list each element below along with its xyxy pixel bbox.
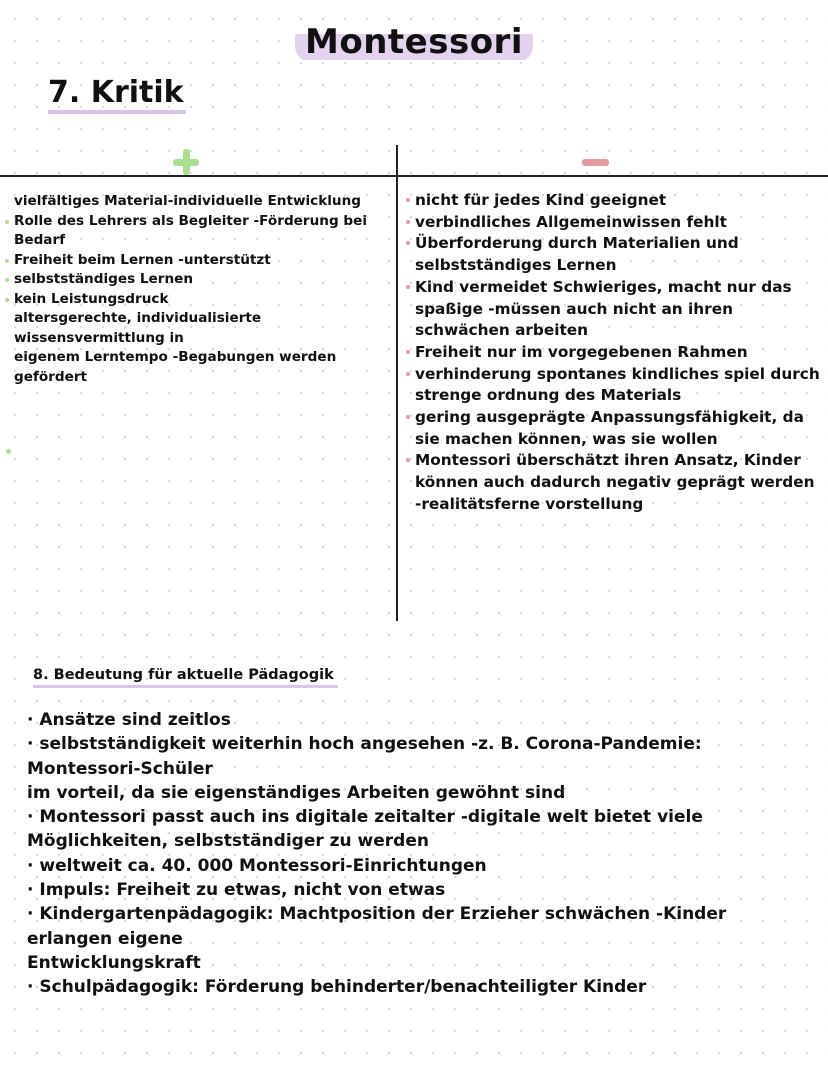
pro-item: kein Leistungsdruck: [14, 290, 394, 310]
pro-item: altersgerechte, individualisierte wissensvermittlung in: [14, 310, 262, 346]
con-item: Kind vermeidet Schwieriges, macht nur das spaßige -müssen auch nicht an ihren schwächen arbeiten: [415, 277, 825, 342]
section-8-line: · Kindergartenpädagogik: Machtposition der Erzieher schwächen -Kinder erlangen eigene: [27, 904, 727, 949]
section-8-line: · selbstständigkeit weiterhin hoch angesehen -z. B. Corona-Pandemie: Montessori-Schüler: [27, 734, 702, 779]
pro-item: selbstständiges Lernen: [14, 270, 394, 290]
con-item: Freiheit nur im vorgegebenen Rahmen: [415, 342, 825, 364]
minus-icon: [582, 159, 609, 166]
section-7-heading: 7. Kritik: [48, 76, 186, 114]
section-8-line: Entwicklungskraft: [27, 952, 201, 973]
pro-item: vielfältiges Material-individuelle Entwicklung: [14, 193, 362, 209]
page-title: Montessori: [0, 22, 828, 62]
section-8-line: · Schulpädagogik: Förderung behinderter/benachteiligter Kinder: [27, 977, 647, 998]
pro-item: eigenem Lerntempo -Begabungen werden gefördert: [14, 349, 337, 385]
section-8-line: · weltweit ca. 40. 000 Montessori-Einrichtungen: [27, 855, 487, 876]
section-8-heading: 8. Bedeutung für aktuelle Pädagogik: [33, 665, 338, 688]
con-item: Überforderung durch Materialien und selbstständiges Lernen: [415, 233, 825, 276]
section-8-line: · Impuls: Freiheit zu etwas, nicht von etwas: [27, 880, 446, 901]
pro-item: Freiheit beim Lernen -unterstützt: [14, 251, 394, 271]
table-divider-horizontal: [0, 175, 828, 177]
section-8-line: · Montessori passt auch ins digitale zeitalter -digitale welt bietet viele Möglichkeiten, selbstständiger zu werden: [27, 807, 703, 852]
con-item: gering ausgeprägte Anpassungsfähigkeit, da sie machen können, was sie wollen: [415, 407, 825, 450]
pro-list: [14, 192, 394, 387]
plus-icon: [173, 149, 199, 175]
table-divider-vertical: [396, 145, 398, 621]
section-8-body: [27, 708, 817, 1000]
pro-item: Rolle des Lehrers als Begleiter -Förderung bei Bedarf: [14, 212, 394, 251]
con-item: verbindliches Allgemeinwissen fehlt: [415, 212, 825, 234]
con-item: Montessori überschätzt ihren Ansatz, Kinder können auch dadurch negativ geprägt werden -realitätsferne vorstellung: [415, 450, 825, 515]
con-list: [415, 190, 825, 516]
bullet-dot: [6, 449, 11, 454]
section-8-line: · Ansätze sind zeitlos: [27, 710, 231, 730]
con-item: nicht für jedes Kind geeignet: [415, 190, 825, 212]
section-8-line: im vorteil, da sie eigenständiges Arbeiten gewöhnt sind: [27, 782, 566, 803]
con-item: verhinderung spontanes kindliches spiel durch strenge ordnung des Materials: [415, 364, 825, 407]
